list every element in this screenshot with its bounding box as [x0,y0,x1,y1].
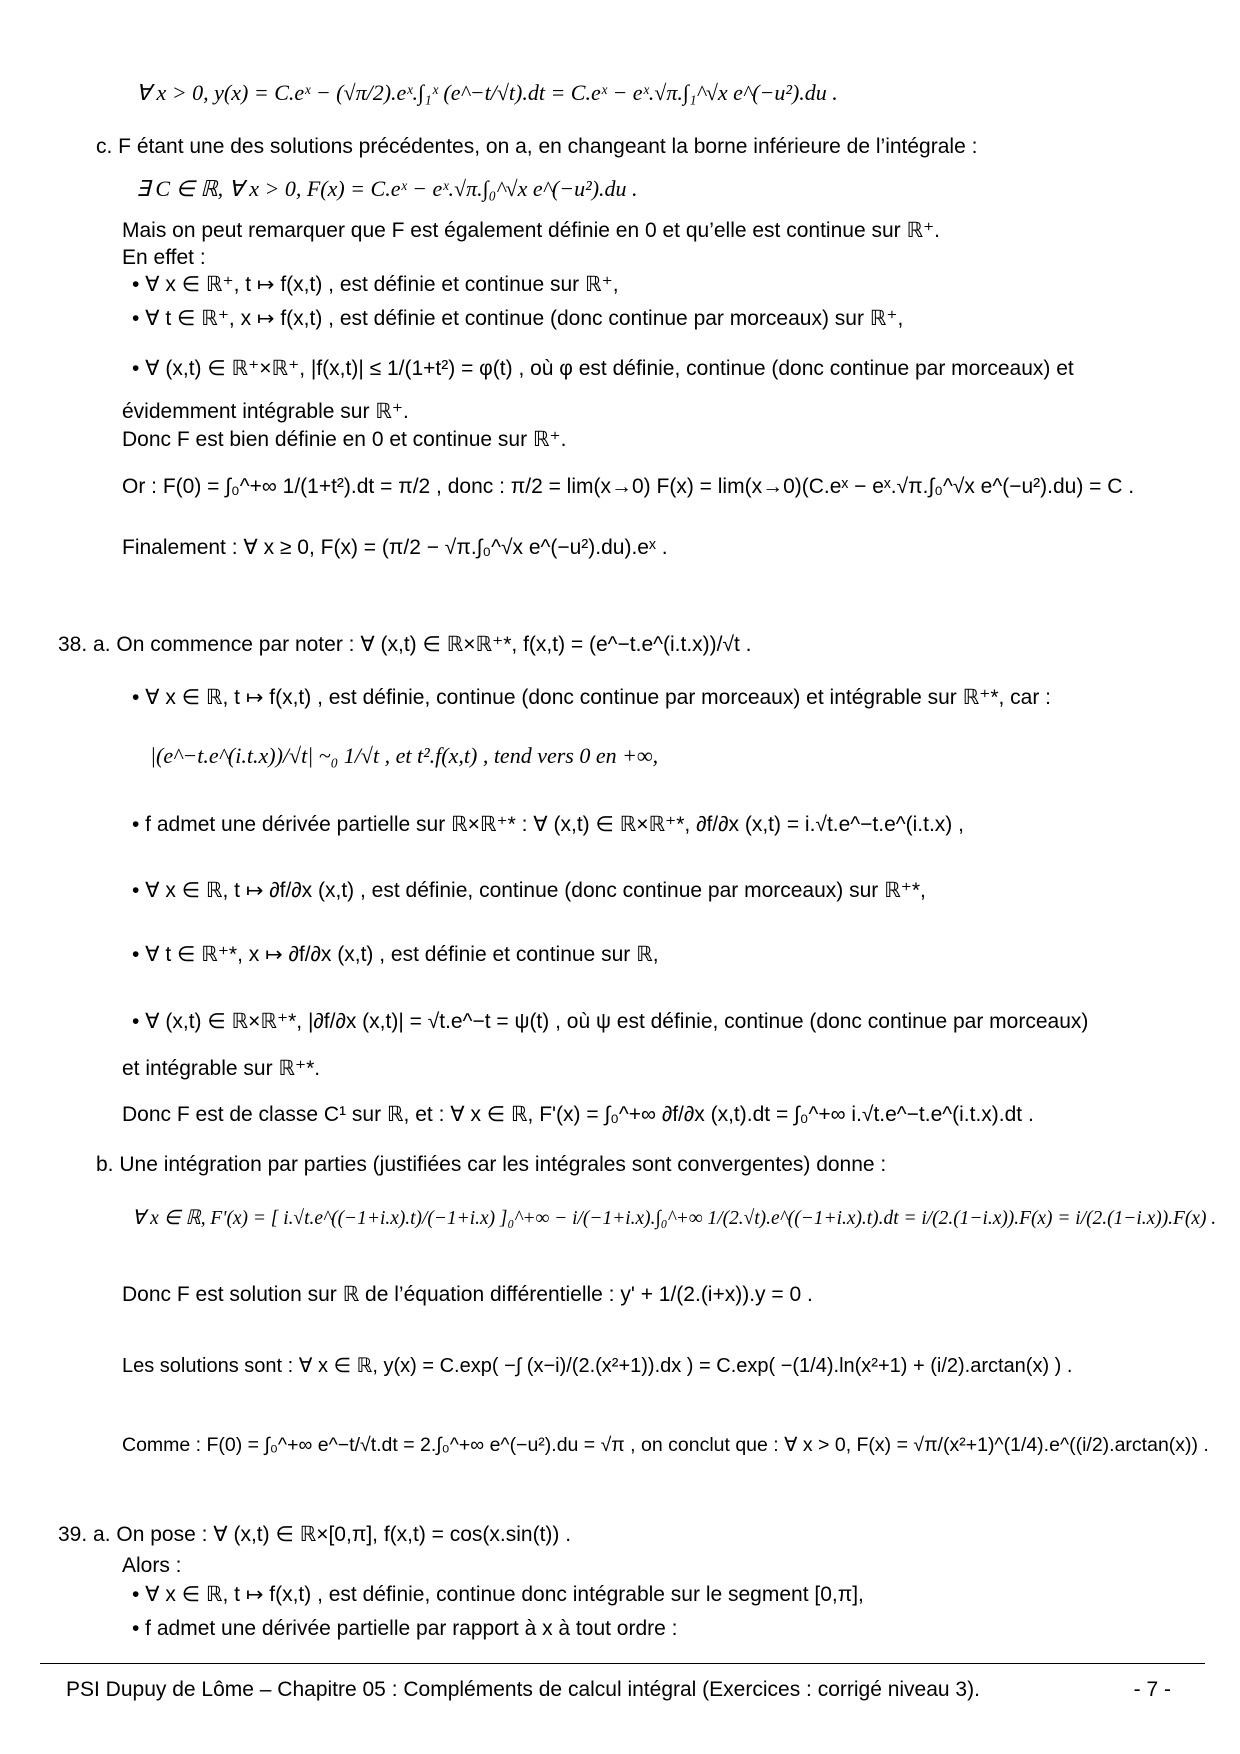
line-21: Donc F est de classe C¹ sur ℝ, et : ∀ x ∈ ℝ, F'(x) = ∫₀^+∞ ∂f/∂x (x,t).dt = ∫₀^+∞ i.√t.e^−t.e^(i.t.x).dt . [122,1103,1034,1126]
line-12: Finalement : ∀ x ≥ 0, F(x) = (π/2 − √π.∫₀^√x e^(−u²).du).eˣ . [122,536,668,559]
line-27: 39. a. On pose : ∀ (x,t) ∈ ℝ×[0,π], f(x,t) = cos(x.sin(t)) . [58,1523,572,1546]
line-11: Or : F(0) = ∫₀^+∞ 1/(1+t²).dt = π/2 , donc : π/2 = lim(x→0) F(x) = lim(x→0)(C.eˣ − eˣ.√π.∫₀^√x e^(−u²).du) = C . [122,475,1135,498]
line-29: • ∀ x ∈ ℝ, t ↦ f(x,t) , est définie, continue donc intégrable sur le segment [0,π], [132,1583,864,1606]
line-19: • ∀ (x,t) ∈ ℝ×ℝ⁺*, |∂f/∂x (x,t)| = √t.e^−t = ψ(t) , où ψ est définie, continue (donc continue par morceaux) [132,1010,1089,1033]
page-number: - 7 - [1133,1678,1171,1701]
line-13: 38. a. On commence par noter : ∀ (x,t) ∈ ℝ×ℝ⁺*, f(x,t) = (e^−t.e^(i.t.x))/√t . [58,633,752,656]
page-footer [66,1678,1171,1702]
footer-title: PSI Dupuy de Lôme – Chapitre 05 : Compléments de calcul intégral (Exercices : corrigé niveau 3). [66,1678,980,1701]
line-06: • ∀ x ∈ ℝ⁺, t ↦ f(x,t) , est définie et continue sur ℝ⁺, [132,273,619,296]
line-20: et intégrable sur ℝ⁺*. [122,1057,321,1080]
line-25: Les solutions sont : ∀ x ∈ ℝ, y(x) = C.exp( −∫ (x−i)/(2.(x²+1)).dx ) = C.exp( −(1/4).ln(x²+1) + (i/2).arctan(x) ) . [122,1355,1073,1377]
line-16: • f admet une dérivée partielle sur ℝ×ℝ⁺* : ∀ (x,t) ∈ ℝ×ℝ⁺*, ∂f/∂x (x,t) = i.√t.e^−t.e^(i.t.x) , [132,813,964,836]
line-01: ∀ x > 0, y(x) = C.eˣ − (√π/2).eˣ.∫₁ˣ (e^−t/√t).dt = C.eˣ − eˣ.√π.∫₁^√x e^(−u²).du . [136,80,838,105]
footer-rule [40,1663,1205,1664]
line-05: En effet : [122,246,206,269]
line-24: Donc F est solution sur ℝ de l’équation différentielle : y' + 1/(2.(i+x)).y = 0 . [122,1283,813,1306]
line-18: • ∀ t ∈ ℝ⁺*, x ↦ ∂f/∂x (x,t) , est définie et continue sur ℝ, [132,943,659,966]
line-02: c. F étant une des solutions précédentes, on a, en changeant la borne inférieure de l’intégrale : [96,135,978,158]
line-22: b. Une intégration par parties (justifiées car les intégrales sont convergentes) donne : [96,1153,887,1176]
line-30: • f admet une dérivée partielle par rapport à x à tout ordre : [132,1617,678,1640]
line-17: • ∀ x ∈ ℝ, t ↦ ∂f/∂x (x,t) , est définie, continue (donc continue par morceaux) sur ℝ⁺*, [132,879,926,902]
line-03: ∃ C ∈ ℝ, ∀ x > 0, F(x) = C.eˣ − eˣ.√π.∫₀^√x e^(−u²).du . [136,176,638,201]
line-23: ∀ x ∈ ℝ, F'(x) = [ i.√t.e^((−1+i.x).t)/(−1+i.x) ]₀^+∞ − i/(−1+i.x).∫₀^+∞ 1/(2.√t).e^((−1+i.x).t).dt = i/(2.(1−i.x)).F(x) = i/(2.(1−i.x)).F(x) . [132,1207,1217,1229]
line-26: Comme : F(0) = ∫₀^+∞ e^−t/√t.dt = 2.∫₀^+∞ e^(−u²).du = √π , on conclut que : ∀ x > 0, F(x) = √π/(x²+1)^(1/4).e^((i/2).arctan(x)) . [122,1434,1209,1456]
line-28: Alors : [122,1554,182,1577]
line-10: Donc F est bien définie en 0 et continue sur ℝ⁺. [122,428,567,451]
line-07: • ∀ t ∈ ℝ⁺, x ↦ f(x,t) , est définie et continue (donc continue par morceaux) sur ℝ⁺, [132,307,904,330]
line-15: |(e^−t.e^(i.t.x))/√t| ~₀ 1/√t , et t².f(x,t) , tend vers 0 en +∞, [150,743,659,768]
line-14: • ∀ x ∈ ℝ, t ↦ f(x,t) , est définie, continue (donc continue par morceaux) et intégrable sur ℝ⁺*, car : [132,686,1052,709]
line-04: Mais on peut remarquer que F est également définie en 0 et qu’elle est continue sur ℝ⁺. [122,219,941,242]
line-09: évidemment intégrable sur ℝ⁺. [122,400,409,423]
line-08: • ∀ (x,t) ∈ ℝ⁺×ℝ⁺, |f(x,t)| ≤ 1/(1+t²) = φ(t) , où φ est définie, continue (donc continue par morceaux) et [132,357,1074,380]
